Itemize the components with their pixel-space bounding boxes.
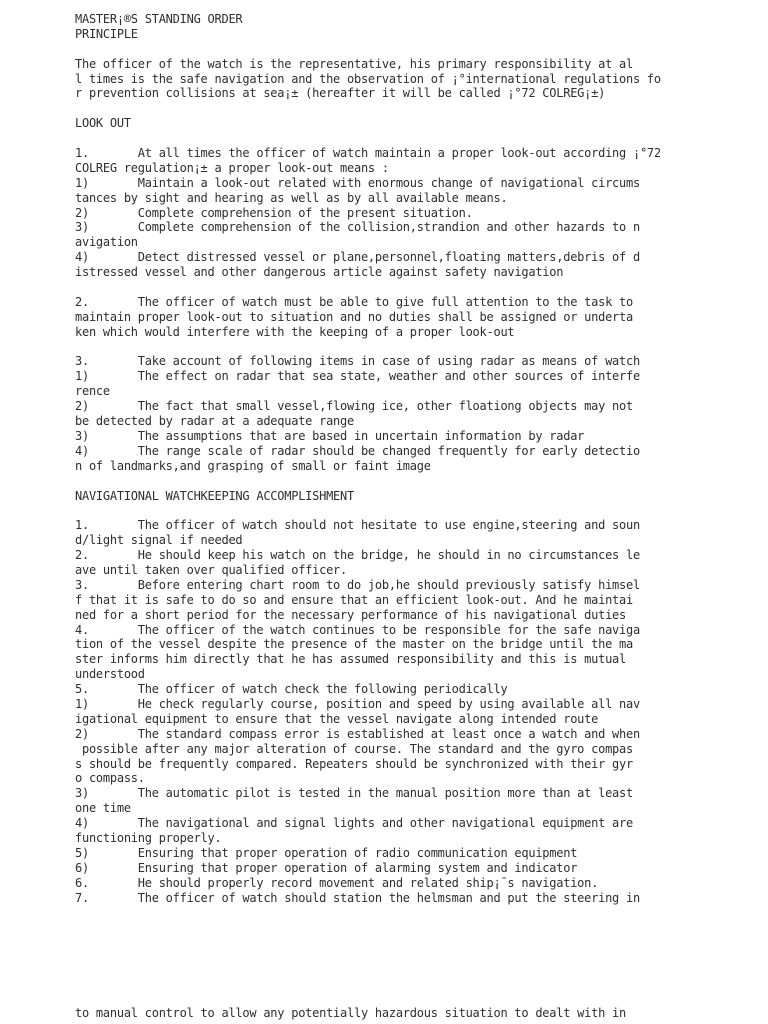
text-line: ken which would interfere with the keeping of a proper look-out [75, 324, 515, 339]
text-line: o compass. [75, 771, 145, 786]
text-line: 1. At all times the officer of watch maintain a proper look-out according ¡°72 [75, 146, 661, 161]
text-line: 4) The navigational and signal lights and other navigational equipment are [75, 816, 633, 831]
blank-line [75, 340, 695, 355]
text-line: be detected by radar at a adequate range [75, 414, 354, 429]
text-line: 3) The assumptions that are based in uncertain information by radar [75, 428, 585, 443]
text-line: 3. Take account of following items in case of using radar as means of watch [75, 354, 640, 369]
text-line: ave until taken over qualified officer. [75, 562, 348, 577]
text-line: n of landmarks,and grasping of small or faint image [75, 458, 431, 473]
text-line: 2) Complete comprehension of the present situation. [75, 205, 473, 220]
text-line: s should be frequently compared. Repeaters should be synchronized with their gyr [75, 756, 633, 771]
text-line: 6. He should properly record movement and related ship¡¯s navigation. [75, 875, 599, 890]
text-line: 4. The officer of the watch continues to be responsible for the safe naviga [75, 622, 640, 637]
text-line: to manual control to allow any potentially hazardous situation to dealt with in [75, 1006, 626, 1020]
text-line: 7. The officer of watch should station the helmsman and put the steering in [75, 890, 640, 905]
footer-text-line [75, 1006, 695, 1021]
blank-line [75, 474, 695, 489]
text-line: understood [75, 667, 145, 682]
text-line: avigation [75, 235, 138, 250]
text-line: PRINCIPLE [75, 26, 138, 41]
text-line: The officer of the watch is the representative, his primary responsibility at al [75, 56, 633, 71]
blank-line [75, 131, 695, 146]
blank-line [75, 503, 695, 518]
text-line: f that it is safe to do so and ensure that an efficient look-out. And he maintai [75, 592, 633, 607]
blank-line [75, 101, 695, 116]
text-line: 3) Complete comprehension of the collision,strandion and other hazards to n [75, 220, 640, 235]
text-line: possible after any major alteration of course. The standard and the gyro compas [75, 741, 633, 756]
text-line: 3) The automatic pilot is tested in the manual position more than at least [75, 786, 633, 801]
text-line: 1) He check regularly course, position and speed by using available all nav [75, 696, 640, 711]
blank-line [75, 42, 695, 57]
text-line: LOOK OUT [75, 116, 131, 131]
text-line: 3. Before entering chart room to do job,he should previously satisfy himsel [75, 577, 640, 592]
text-line: 2. The officer of watch must be able to give full attention to the task to [75, 294, 633, 309]
text-line: l times is the safe navigation and the observation of ¡°international regulations fo [75, 71, 661, 86]
text-line: 4) The range scale of radar should be changed frequently for early detectio [75, 443, 640, 458]
text-line: 2) The fact that small vessel,flowing ice, other floationg objects may not [75, 399, 633, 414]
text-line: NAVIGATIONAL WATCHKEEPING ACCOMPLISHMENT [75, 488, 354, 503]
text-line: functioning properly. [75, 830, 222, 845]
text-line: COLREG regulation¡± a proper look-out means : [75, 160, 389, 175]
text-line: 5) Ensuring that proper operation of radio communication equipment [75, 845, 578, 860]
text-line: one time [75, 801, 131, 816]
text-line: 2) The standard compass error is established at least once a watch and when [75, 726, 640, 741]
text-line: tion of the vessel despite the presence of the master on the bridge until the ma [75, 637, 633, 652]
text-line: tances by sight and hearing as well as by all available means. [75, 190, 508, 205]
text-line: istressed vessel and other dangerous article against safety navigation [75, 265, 564, 280]
text-line: ster informs him directly that he has assumed responsibility and this is mutual [75, 652, 626, 667]
document-body [75, 12, 695, 905]
text-line: r prevention collisions at sea¡± (hereafter it will be called ¡°72 COLREG¡±) [75, 86, 606, 101]
text-line: 2. He should keep his watch on the bridge, he should in no circumstances le [75, 548, 640, 563]
text-line: 5. The officer of watch check the following periodically [75, 682, 508, 697]
text-line: 6) Ensuring that proper operation of alarming system and indicator [75, 860, 578, 875]
text-line: maintain proper look-out to situation and no duties shall be assigned or underta [75, 309, 633, 324]
blank-line [75, 280, 695, 295]
text-line: 4) Detect distressed vessel or plane,personnel,floating matters,debris of d [75, 250, 640, 265]
text-line: rence [75, 384, 110, 399]
text-line: igational equipment to ensure that the vessel navigate along intended route [75, 711, 599, 726]
text-line: 1. The officer of watch should not hesitate to use engine,steering and soun [75, 518, 640, 533]
text-line: 1) The effect on radar that sea state, weather and other sources of interfe [75, 369, 640, 384]
text-line: MASTER¡®S STANDING ORDER [75, 12, 243, 26]
text-line: 1) Maintain a look-out related with enormous change of navigational circums [75, 175, 640, 190]
text-line: d/light signal if needed [75, 533, 243, 548]
text-line: ned for a short period for the necessary performance of his navigational duties [75, 607, 626, 622]
